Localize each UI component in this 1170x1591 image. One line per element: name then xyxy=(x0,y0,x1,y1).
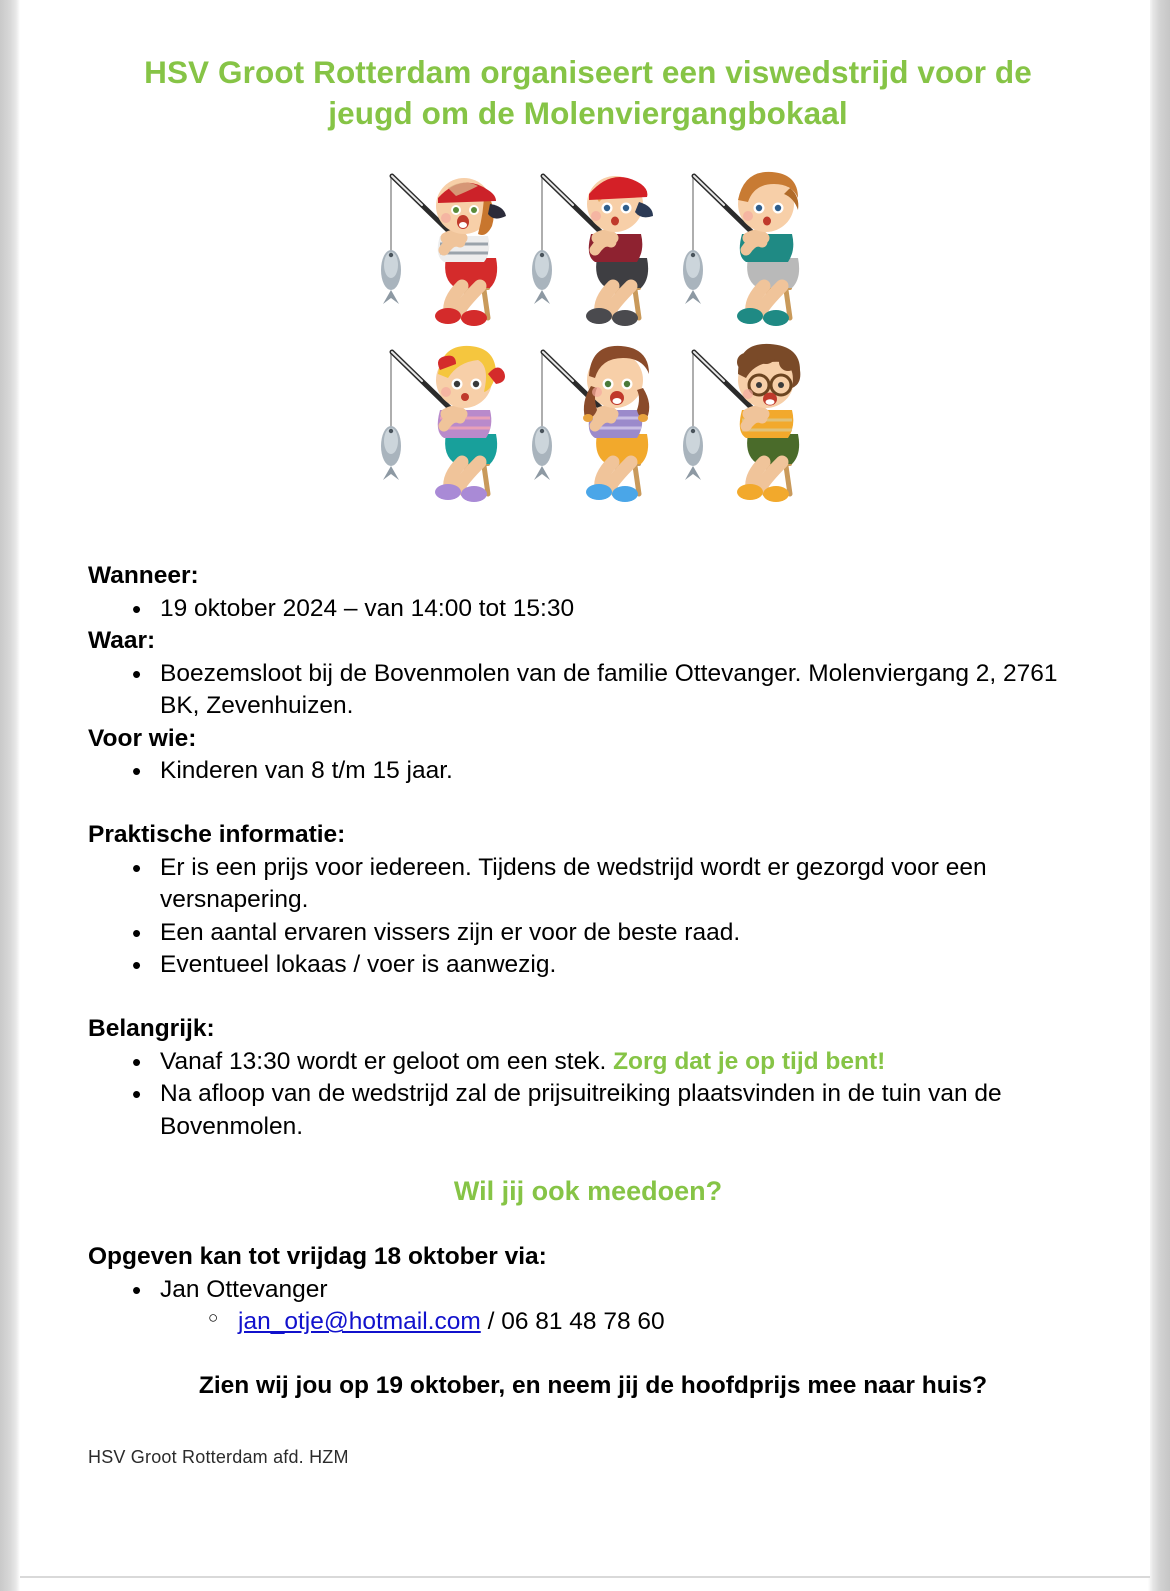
list-item: • Eventueel lokaas / voer is aanwezig. xyxy=(128,949,1088,982)
list-signup-contact-details xyxy=(160,1306,1088,1339)
call-to-action: Wil jij ook meedoen? xyxy=(453,1176,723,1207)
contact-name: Jan Ottevanger xyxy=(160,1275,328,1303)
list-item: • Boezemsloot bij de Bovenmolen van de familie Ottevanger. Molenviergang 2, 2761 BK, Zevenhuizen. xyxy=(128,658,1088,723)
heading-when: Wanneer: xyxy=(88,562,199,589)
document-body xyxy=(88,560,1088,1470)
phone-number: 06 81 48 78 60 xyxy=(501,1308,665,1336)
fishing-kids-illustration xyxy=(88,158,1088,504)
list-item: • Een aantal ervaren vissers zijn er voor de beste raad. xyxy=(128,917,1088,950)
contact-separator: / xyxy=(480,1308,502,1336)
list-item: • Na afloop van de wedstrijd zal de prijsuitreiking plaatsvinden in de tuin van de Bovenmolen. xyxy=(128,1078,1088,1143)
document-page xyxy=(20,0,1150,1578)
spacer xyxy=(88,1339,1088,1370)
heading-where: Waar: xyxy=(88,627,156,655)
kid-girl-red-cap-icon xyxy=(364,158,511,328)
title-line-2: jeugd om de Molenviergangbokaal xyxy=(328,95,848,131)
list-for-whom xyxy=(88,755,1088,788)
important-item-1-text: Vanaf 13:30 wordt er geloot om een stek. xyxy=(160,1047,614,1075)
heading-important: Belangrijk: xyxy=(88,1014,215,1042)
spacer xyxy=(88,1143,1088,1174)
page-content xyxy=(88,0,1088,1576)
list-practical-info xyxy=(88,852,1088,982)
list-item: • 19 oktober 2024 – van 14:00 tot 15:30 xyxy=(128,593,1088,626)
kid-boy-red-cap-icon xyxy=(515,158,662,328)
kid-boy-glasses-icon xyxy=(666,334,813,504)
list-when xyxy=(88,593,1088,626)
list-item xyxy=(128,1274,1088,1339)
list-item: • Er is een prijs voor iedereen. Tijdens de wedstrijd wordt er gezorgd voor een versnapering. xyxy=(128,852,1088,917)
list-signup xyxy=(88,1274,1088,1339)
kid-girl-pigtails-icon xyxy=(515,334,662,504)
footer-note: HSV Groot Rotterdam afd. HZM xyxy=(88,1447,349,1468)
list-item xyxy=(128,1046,1088,1079)
list-item xyxy=(206,1306,1088,1339)
list-important xyxy=(88,1046,1088,1144)
list-item: • Kinderen van 8 t/m 15 jaar. xyxy=(128,755,1088,788)
kid-girl-blonde-bows-icon xyxy=(364,334,511,504)
page-title xyxy=(88,0,1088,134)
list-where xyxy=(88,658,1088,723)
spacer xyxy=(88,1210,1088,1241)
important-item-1-emphasis: Zorg dat je op tijd bent! xyxy=(613,1047,886,1075)
email-link[interactable]: jan_otje@hotmail.com xyxy=(238,1308,481,1336)
kid-boy-brown-hair-icon xyxy=(666,158,813,328)
spacer xyxy=(88,982,1088,1013)
heading-for-whom: Voor wie: xyxy=(88,724,197,752)
heading-practical-info: Praktische informatie: xyxy=(88,821,346,849)
closing-line: Zien wij jou op 19 oktober, en neem jij de hoofdprijs mee naar huis? xyxy=(198,1371,988,1399)
title-line-1: HSV Groot Rotterdam organiseert een viswedstrijd voor de xyxy=(144,54,1032,90)
heading-signup: Opgeven kan tot vrijdag 18 oktober via: xyxy=(88,1243,547,1271)
illustration-bottom-row xyxy=(364,334,813,504)
illustration-top-row xyxy=(364,158,813,328)
spacer xyxy=(88,788,1088,819)
